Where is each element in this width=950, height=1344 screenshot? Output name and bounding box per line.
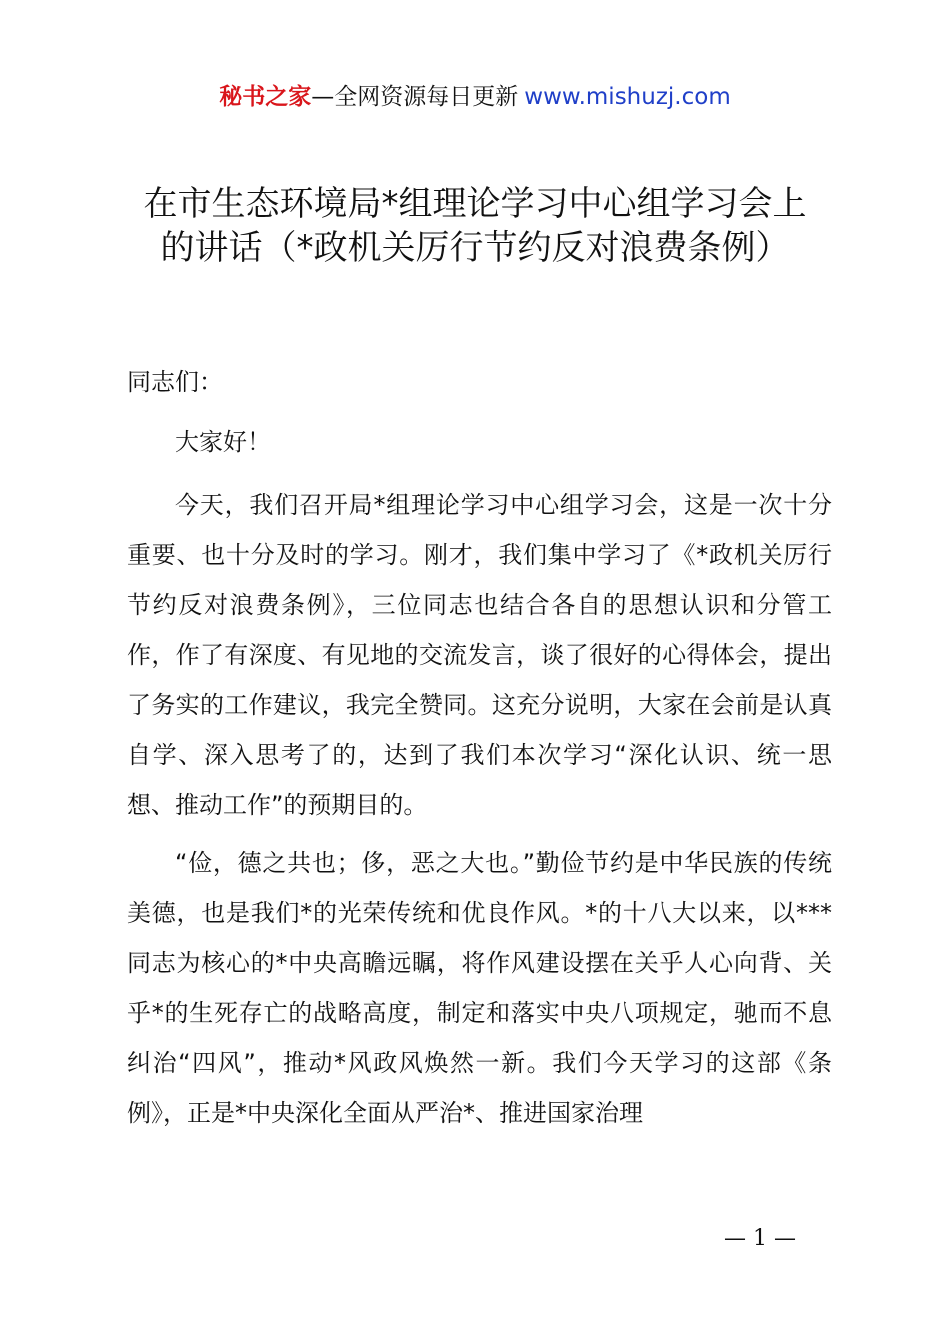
site-slogan: —全网资源每日更新 [311, 84, 519, 110]
paragraph: 今天，我们召开局*组理论学习中心组学习会，这是一次十分重要、也十分及时的学习。刚才，我们集中学习了《*政机关厉行节约反对浪费条例》，三位同志也结合各自的思想认识和分管工作，作了有深度、有见地的交流发言，谈了很好的心得体会，提出了务实的工作建议，我完全赞同。这充分说明，大家在会前是认真自学、深入思考了的，达到了我们本次学习“深化认识、统一思想、推动工作”的预期目的。 [127, 491, 832, 819]
title-line: 在市生态环境局*组理论学习中心组学习会上 [143, 184, 807, 224]
title-line: 的讲话（*政机关厉行节约反对浪费条例） [160, 228, 790, 268]
document-title [60, 182, 890, 270]
paragraph: “俭，德之共也；侈，恶之大也。”勤俭节约是中华民族的传统美德，也是我们*的光荣传统和优良作风。*的十八大以来，以***同志为核心的*中央高瞻远瞩，将作风建设摆在关乎人心向背、关乎*的生死存亡的战略高度，制定和落实中央八项规定，驰而不息纠治“四风”，推动*风政风焕然一新。我们今天学习的这部《条例》，正是*中央深化全面从严治*、推进国家治理 [127, 849, 832, 1127]
site-header [0, 82, 950, 112]
site-brand: 秘书之家 [219, 84, 312, 110]
site-url-link[interactable]: www.mishuzj.com [524, 84, 731, 110]
greeting: 大家好！ [175, 428, 271, 456]
page-number: — 1 — [724, 1226, 796, 1251]
salutation: 同志们： [127, 368, 223, 396]
